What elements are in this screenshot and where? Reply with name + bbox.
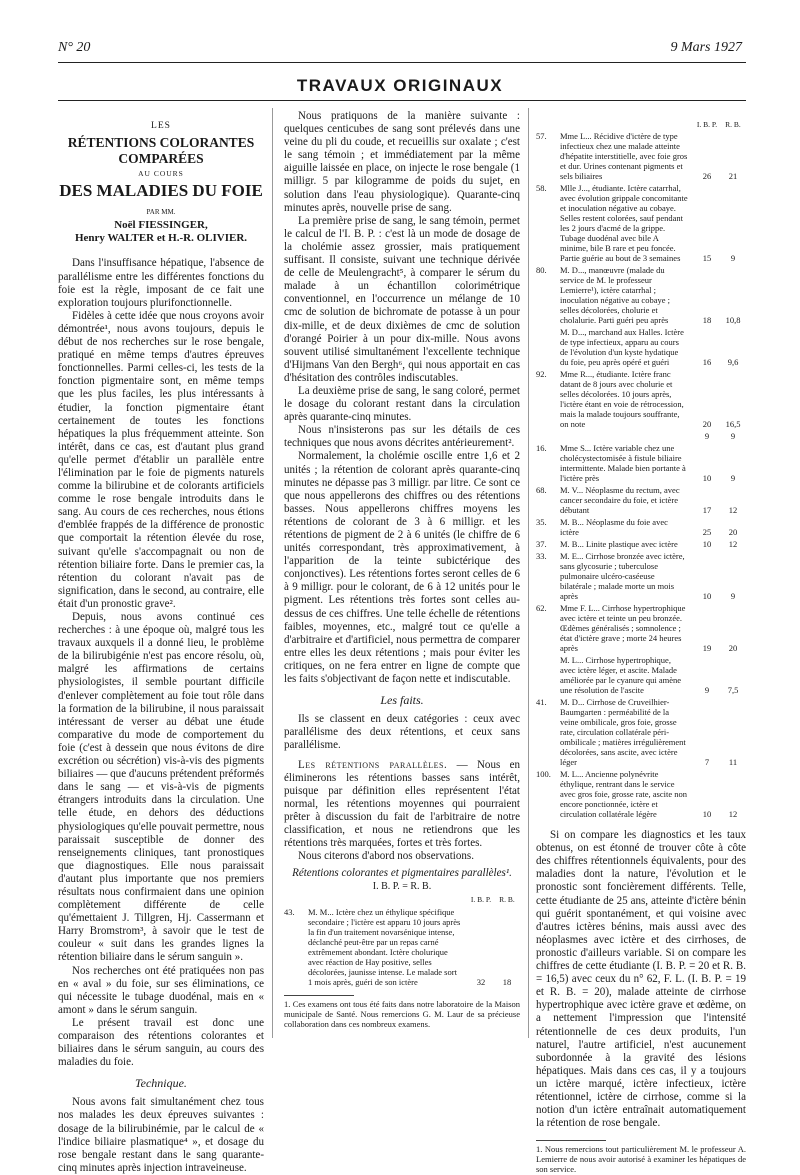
case-number: 80. [536, 265, 547, 276]
col2-footnote: 1. Ces examens ont tous été faits dans notre laboratoire de la Maison municipale de Santé. Nous remercions G. M. Laur de sa précieuse collaboration dans ces nombreux examens. [284, 998, 520, 1029]
title-rule [58, 100, 746, 101]
case-43 [284, 907, 520, 987]
article-title-main: RÉTENTIONS COLORANTES COMPARÉES [67, 135, 255, 167]
case-row [536, 443, 746, 483]
case-rb: 12 [728, 539, 738, 550]
col2-paragraph-2: La première prise de sang, le sang témoin, permet le calcul de l'I. B. P. : c'est là un mode de dosage de la cholémie assez grossier, mais pratiquement suffisant. Il consiste, suivant une technique dérivée de celle de Meulengracht⁵, à comparer le sérum du malade à un échantillon colorimétrique conventionnel, en l'occurrence un mélange de 10 cmc de solution de bichromate de potasse à un pour dix-mille, et de deux dixièmes de cmc de solution d'orangé Poirier à un pour dix-mille. Nous avons souvent utilisé simultanément l'excellente technique d'Hijmans Van den Bergh⁶, qui nous apportait en cas d'hésitation des contrôles indiscutables. [284, 214, 520, 384]
case-text: M. E... Cirrhose bronzée avec ictère, sans glycosurie ; tuberculose pulmonaire ulcéro-caséeuse bilatérale ; malade morte un mois après [560, 551, 685, 602]
case-number [536, 655, 560, 695]
case-row [536, 265, 746, 325]
section-title: TRAVAUX ORIGINAUX [296, 76, 504, 95]
case-ibp: 10 [702, 809, 712, 820]
footnote-rule [284, 995, 354, 996]
case-ibp: 15 [702, 253, 712, 264]
case-number: 37. [536, 539, 547, 550]
article-title-aucours: AU COURS [138, 169, 184, 179]
case-text: Mme S... Ictère variable chez une cholécystectomisée à fistule biliaire intermittente. Malade bien portante à l'ictère près [560, 443, 686, 484]
case-ibp: 26 [702, 171, 712, 182]
case-text: M. B... Linite plastique avec ictère [560, 539, 678, 550]
case-row [536, 131, 746, 181]
case-ibp: 16 [702, 357, 712, 368]
case-ibp: 10 [702, 473, 712, 484]
case-number: 100. [536, 769, 551, 780]
case-rb: 16,5 [725, 419, 741, 430]
case-rb: 11 [728, 757, 738, 768]
col1-paragraph-1: Dans l'insuffisance hépatique, l'absence de parallélisme entre les différentes fonctions du foie est la règle, imposant de ce fait une exploration toujours plurifonctionnelle. [58, 257, 264, 309]
case-rb: 21 [728, 171, 738, 182]
article-title-maladies: DES MALADIES DU FOIE [59, 181, 263, 201]
author-fiessinger: Noël FIESSINGER, [114, 219, 208, 232]
case-ibp: 18 [702, 315, 712, 326]
case-row [536, 539, 746, 549]
case-number [536, 431, 560, 441]
paralleles-lead: Les rétentions parallèles. [298, 758, 448, 771]
case-text: M. B... Néoplasme du foie avec ictère [560, 517, 668, 538]
case-text: M. D... Cirrhose de Cruveilhier-Baumgarten : perméabilité de la veine ombilicale, gros foie, grosse rate, circulation collatérale péri-ombilicale ; matières irrégulièrement décolorées, sans ascite, avec ictère léger [560, 697, 686, 768]
case-row [536, 603, 746, 653]
case-text: M. L... Ancienne polynévrite éthylique, rentrant dans le service avec gros foie, grosse rate, ascite non encore ponctionnée, ictère et circulation collatérale légère [560, 769, 687, 820]
col2-paragraph-6: Ils se classent en deux catégories : ceux avec parallélisme des deux rétentions, et ceux sans parallélisme. [284, 713, 520, 752]
case-rb: 9 [730, 431, 736, 442]
case-rb: 9 [730, 473, 736, 484]
case-ibp: 19 [702, 643, 712, 654]
col1-paragraph-6: Nous avons fait simultanément chez tous nos malades les deux épreuves suivantes : dosage de la bilirubinémie, par le calcul de « l'indice biliaire plasmatique⁴ », et dosage du rose bengale restant dans le sang quarante-cinq minutes après injection intraveineuse. [58, 1096, 264, 1174]
case-row [536, 369, 746, 429]
case-number: 57. [536, 131, 547, 142]
case-ibp: 9 [704, 685, 710, 696]
case-number: 35. [536, 517, 547, 528]
issue-date: 9 Mars 1927 [670, 40, 742, 55]
case-rb: 20 [728, 643, 738, 654]
case-rb: 12 [728, 505, 738, 516]
case-number: 33. [536, 551, 547, 562]
case-ibp: 10 [702, 591, 712, 602]
case-rb: 10,8 [725, 315, 741, 326]
case-text: M. D..., marchand aux Halles. Ictère de type infectieux, apparu au cours de l'évolution d'un kyste hydatique du foie, peu après opéré et guéri [560, 327, 684, 368]
col2-ibp-header: I. B. P. [470, 895, 492, 905]
faits-heading: Les faits. [380, 693, 424, 708]
col1-paragraph-2: Fidèles à cette idée que nous croyons avoir démontrée¹, nous avons toujours, depuis le début de nos recherches sur le rose bengale, pratiqué en même temps d'autres épreuves fonctionnelles. Parmi celles-ci, les tests de la fonction pigmentaire sont, en même temps que les plus faciles, les plus intéressants à étudier, la fonction pigmentaire étant certainement de toutes les fonctions hépatiques la plus fréquemment atteinte. Son intérêt, dans ce cas, est d'autant plus grand qu'elle permet d'établir un parallèle entre l'élimination par le foie de pigments naturels comme la bilirubine et de colorants artificiels comme le rose bengale introduits dans le sang. Au cours de ces recherches, nous étions d'emblée frappés de la différence de pronostic que comportait la rétention élevée du rose, suivant qu'elle s'accompagnait ou non de rétention biliaire forte. Dans le premier cas, la rétention du colorant n'avait pas de signification, dans le second, au contraire, elle était d'un pronostic grave². [58, 309, 264, 610]
case-text: M. V... Néoplasme du rectum, avec cancer secondaire du foie, et ictère débutant [560, 485, 680, 516]
case-43-ibp: 32 [476, 976, 486, 987]
col2-paragraph-7 [284, 759, 520, 851]
case-43-text: M. M... Ictère chez un éthylique spécifique secondaire ; l'ictère est apparu 10 jours après la fin d'un traitement novarsénique intense, déclanché peut-être par un repas carné extrêmement abondant. Ictère cholurique avec réaction de Hay positive, selles décolorées, jaunisse intense. Le malade sort 1 mois après, guéri de son ictère [308, 906, 461, 987]
byline-par: PAR MM. [146, 208, 176, 217]
case-number [536, 327, 560, 367]
col3-rb-header: R. B. [725, 120, 741, 129]
case-row [536, 431, 746, 441]
case-number: 58. [536, 183, 547, 194]
case-number: 41. [536, 697, 547, 708]
column-3 [536, 118, 746, 1174]
header-rule [58, 62, 746, 63]
case-row [536, 485, 746, 515]
column-divider-1 [272, 108, 273, 1038]
case-row [536, 327, 746, 367]
case-list [536, 131, 746, 819]
case-rb: 12 [728, 809, 738, 820]
col2-rb-header: R. B. [499, 895, 515, 905]
col2-paragraph-5: Normalement, la cholémie oscille entre 1,6 et 2 unités ; la rétention de colorant après quarante-cinq minutes ne dépasse pas 3 milligr. par litre. Ce sont ce que nous appellerons des chiffres ou des rétentions basses. Nous appellerons chiffres moyens les rétentions de colorant de 3 à 6 milligr. et les rétentions de pigment de 2 à 6 unités (le chiffre de 6 unités correspondant, très approximativement, à l'apparition de la teinte subictérique des conjonctives). Les rétentions fortes seront celles de 6 à 9 milligr. pour le colorant, de 6 à 12 unités pour le pigment. Les rétentions très fortes sont celles au-dessus de ces chiffres. Une telle échelle de rétentions faibles, moyennes, etc., malgré tout ce qu'elle a d'arbitraire et d'artificiel, nous permettra de comparer entre elles les deux rétentions ; mais pour éviter les critiques, on ne fera entrer en ligne de compte que les faits s'objectivant de façon nette et indiscutable. [284, 450, 520, 686]
col3-table-header [536, 118, 746, 131]
case-rb: 9,6 [727, 357, 739, 368]
case-text: Mlle J..., étudiante. Ictère catarrhal, avec évolution grippale concomitante et inoculation négative au cobaye. Selles restent colorées, sauf pendant les 2 jours d'acmé de la grippe. Tubage duodénal avec bile A minime, bile B rare et peu foncée. Partie guérie au bout de 3 semaines [560, 183, 688, 264]
case-row [536, 769, 746, 819]
column-divider-2 [528, 108, 529, 1038]
case-ibp: 9 [704, 431, 710, 442]
case-number: 62. [536, 603, 547, 614]
article-title-les: LES [151, 121, 171, 131]
case-number: 68. [536, 485, 547, 496]
case-row [536, 655, 746, 695]
column-2 [284, 110, 520, 1029]
col1-paragraph-4: Nos recherches ont été pratiquées non pas en « aval » du foie, sur ses éliminations, ce qui nécessite le tubage duodénal, mais en « amont » dans le sérum sanguin. [58, 964, 264, 1016]
case-text: Mme L... Récidive d'ictère de type infectieux chez une malade atteinte d'hépatite interstitielle, avec foie gros et dur. Urines contenant pigments et sels biliaires [560, 131, 688, 182]
col2-table-header [284, 893, 520, 906]
column-1 [58, 120, 264, 1175]
col1-paragraph-5: Le présent travail est donc une comparaison des rétentions colorantes et biliaires dans le sérum sanguin, au cours des maladies du foie. [58, 1016, 264, 1069]
case-rb: 20 [728, 527, 738, 538]
case-43-number: 43. [284, 906, 295, 917]
case-row [536, 697, 746, 767]
col2-paragraph-3: La deuxième prise de sang, le sang coloré, permet le dosage du colorant restant dans la circulation après quarante-cinq minutes. [284, 384, 520, 424]
case-rb: 7,5 [727, 685, 739, 696]
case-text: M. D..., manœuvre (malade du service de M. le professeur Lemierre¹), ictère catarrhal ; inoculation négative au cobaye ; selles décolorées, cholurie et cholalurie. Parti guéri peu après [560, 265, 670, 326]
case-ibp: 25 [702, 527, 712, 538]
case-ibp: 17 [702, 505, 712, 516]
col3-ibp-header: I. B. P. [696, 120, 718, 129]
case-text [560, 431, 694, 441]
case-text: Mme F. L... Cirrhose hypertrophique avec ictère et teinte un peu bronzée. Œdèmes généralisés ; somnolence ; état d'ictère grave ; morte 24 heures après [560, 603, 686, 654]
author-walter-olivier: Henry WALTER et H.-R. OLIVIER. [74, 232, 248, 245]
case-rb: 9 [730, 253, 736, 264]
case-row [536, 183, 746, 263]
case-rb: 9 [730, 591, 736, 602]
case-number: 92. [536, 369, 547, 380]
col1-paragraph-3: Depuis, nous avons continué ces recherches : à une époque où, malgré tous les travaux auxquels il a donné lieu, le problème de la bilirubigénie n'est pas encore résolu, où, malgré les affirmations de certains physiologistes, il semble pourtant difficile d'enlever complètement au foie tout rôle dans la formation de la bilirubine, il nous paraissait intéressant de verser au débat une étude comparative du mode de comportement du foie (c'est à dessein que nous évitons de dire excrétion ou sécrétion) vis-à-vis des pigments biliaires — que d'aucuns prétendent préformés dans le sang — et vis-à-vis de pigments étrangers introduits dans la circulation. Une telle étude, en dehors des déductions physiologiques qu'elle pouvait permettre, nous paraissait susceptible de donner des renseignements cliniques, tant pronostiques que diagnostiques. Elle nous paraissait d'autant plus importante que nos premiers résultats nous confirmaient dans une opinion complètement différente de celle qu'émettaient J. Tillgren, Hj. Cassermann et Harry Bromstrom³, à savoir que le test de couleur « suit dans les grandes lignes la rétention biliaire dans le sérum sanguin ». [58, 611, 265, 964]
case-ibp: 7 [704, 757, 710, 768]
parallel-subheading: Rétentions colorantes et pigmentaires parallèles¹. [292, 867, 512, 880]
col2-paragraph-1: Nous pratiquons de la manière suivante : quelques centicubes de sang sont prélevés dans une veine du pli du coude, et recueillis sur oxalate ; c'est le sang témoin ; et immédiatement par la même aiguille laissée en place, on injecte le rose bengale (1 milligr. 5 par kilogramme de poids du sujet, en solution dans l'eau physiologique). Quarante-cinq minutes après, nouvelle prise de sang. [284, 110, 520, 214]
issue-number: N° 20 [58, 40, 91, 55]
technique-heading: Technique. [135, 1076, 187, 1091]
parallel-equation: I. B. P. = R. B. [372, 881, 432, 893]
case-43-rb: 18 [502, 976, 512, 987]
case-text: M. L... Cirrhose hypertrophique, avec ictère léger, et ascite. Malade améliorée par le cyanure qui amène une résolution de l'ascite [560, 655, 682, 696]
case-number: 16. [536, 443, 547, 454]
case-text: Mme R..., étudiante. Ictère franc datant de 8 jours avec cholurie et selles décolorées. 10 jours après, l'ictère étant en voie de rétrocession, mais la malade toujours souffrante, on note [560, 369, 684, 430]
col2-paragraph-4: Nous n'insisterons pas sur les détails de ces techniques que nous avons décrites antérieurement². [284, 424, 520, 450]
col3-paragraph-1: Si on compare les diagnostics et les taux obtenus, on est étonné de trouver côte à côte des chiffres rétentionnels équivalents, pour des maladies dont la nature, l'évolution et le pronostic sont foncièrement différents. Telle, cette étudiante de 25 ans, atteinte d'ictère bénin qui guérit spontanément, et qui voisine avec d'autres ictères bénins, mais aussi avec des néoplasmes avec ictère et des cirrhoses, de pronostic d'ailleurs variable. Si on compare les chiffres de cette étudiante (I. B. P. = 20 et R. B. = 16,5) avec ceux du n° 62, F. L. (I. B. P. = 19 et R. B. = 20), malade atteinte de cirrhose hypertrophique avec ictère grave et œdème, on a nettement l'impression que l'intensité rétentionnelle de ces deux produits, l'un naturel, l'autre artificiel, n'est aucunement subordonnée à la gravité des lésions hépatiques. Mais dans ces cas, il y a toujours un ictère marqué, ictère infectieux, ictère rétentionnel, ictère de cirrhose, comme si la notion d'un ictère entraînait automatiquement la rétention de rose bengale. [536, 829, 746, 1130]
col2-paragraph-8: Nous citerons d'abord nos observations. [298, 850, 474, 863]
case-ibp: 10 [702, 539, 712, 550]
col3-footnote: 1. Nous remercions tout particulièrement M. le professeur A. Lemierre de nous avoir autorisé à examiner les hépatiques de son service. [536, 1144, 746, 1175]
case-row [536, 551, 746, 601]
case-ibp: 20 [702, 419, 712, 430]
footnote-rule-3 [536, 1140, 606, 1141]
case-row [536, 517, 746, 537]
paralleles-text: — Nous en éliminerons les rétentions basses sans intérêt, puisque par définition elles représentent l'état normal, les rétentions moyennes qui pourraient prêter à discussion du fait de l'arbitraire de notre classification, et nous ne retiendrons que les rétentions très marquées, fortes et très fortes. [284, 758, 520, 850]
